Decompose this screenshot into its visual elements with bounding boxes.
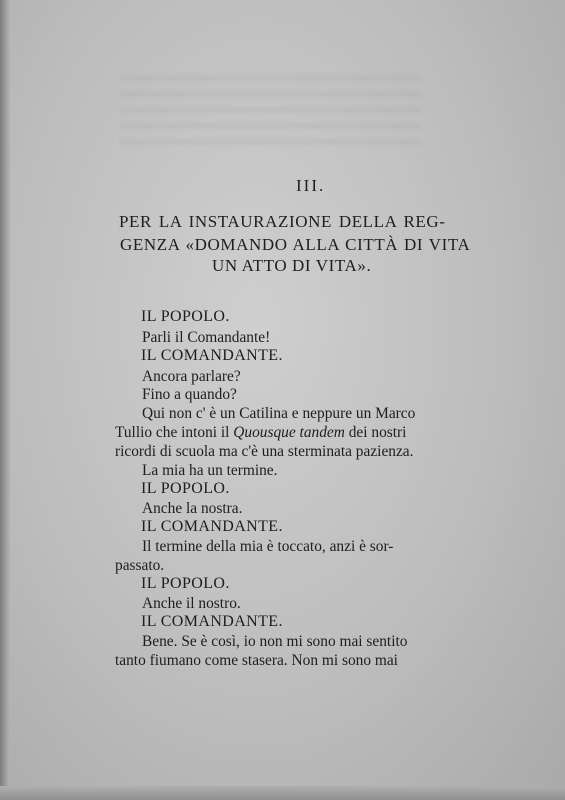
dialogue-line: Qui non c' è un Catilina e neppure un Marco [142,405,416,422]
page-edge-left [0,0,10,800]
latin-quote: Quousque tandem [233,424,345,441]
show-through-text [120,75,420,145]
dialogue-text: dei nostri [344,424,407,441]
speaker-label: IL POPOLO. [141,308,230,325]
chapter-number: III. [296,176,326,195]
page-edge-bottom [0,786,565,800]
dialogue-line: Parli il Comandante! [142,329,271,346]
speaker-label: IL POPOLO. [141,575,230,592]
speaker-label: IL COMANDANTE. [141,518,283,535]
dialogue-line: La mia ha un termine. [142,462,278,479]
dialogue-line: passato. [115,557,165,574]
dialogue-line: Bene. Se è così, io non mi sono mai sentito [142,633,408,650]
chapter-title-line-3: UN ATTO DI VITA». [212,256,372,275]
chapter-title-line-1: PER LA INSTAURAZIONE DELLA REG- [119,212,446,231]
chapter-title-line-2: GENZA «DOMANDO ALLA CITTÀ DI VITA [120,235,471,254]
dialogue-line: Ancora parlare? [142,368,241,385]
speaker-label: IL POPOLO. [141,480,230,497]
dialogue-line: Fino a quando? [142,386,237,403]
dialogue-line: Anche la nostra. [142,500,243,517]
dialogue-line [115,424,406,442]
dialogue-line: tanto fiumano come stasera. Non mi sono mai [115,652,398,669]
dialogue-line: Il termine della mia è toccato, anzi è sor- [142,538,394,555]
dialogue-line: ricordi di scuola ma c'è una sterminata pazienza. [115,443,414,460]
speaker-label: IL COMANDANTE. [141,347,283,364]
speaker-label: IL COMANDANTE. [141,613,283,630]
dialogue-text: Tullio che intoni il [115,424,234,441]
dialogue-line: Anche il nostro. [142,595,241,612]
